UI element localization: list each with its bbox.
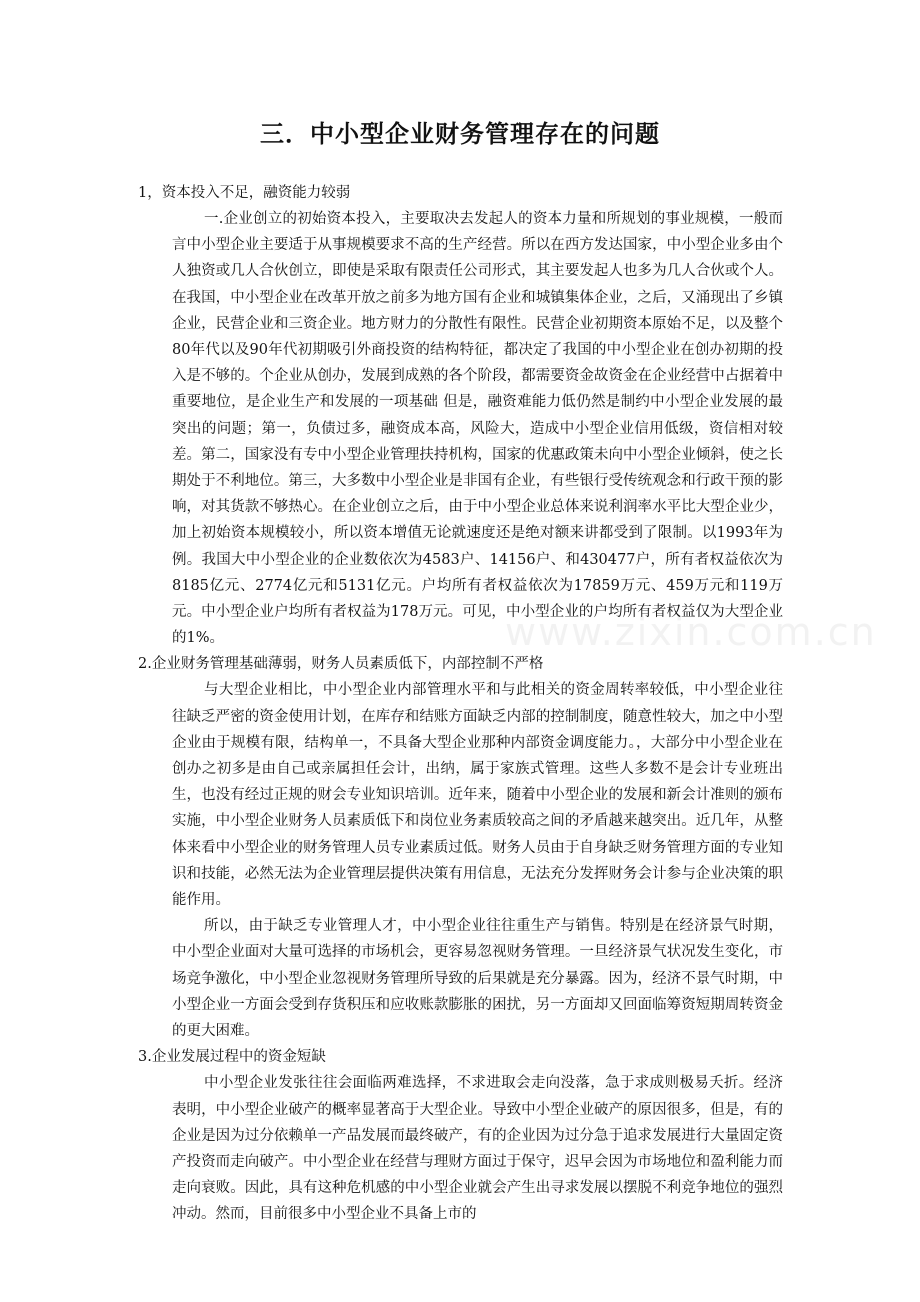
section-1 (138, 180, 783, 651)
section-3 (138, 1044, 783, 1227)
watermark: www.zixin.com.cn (505, 610, 877, 654)
document-body (138, 180, 783, 1228)
section-heading: 2.企业财务管理基础薄弱，财务人员素质低下，内部控制不严格 (138, 656, 544, 673)
paragraph: 一.企业创立的初始资本投入，主要取决去发起人的资本力量和所规划的事业规模，一般而言中小型企业主要适于从事规模要求不高的生产经营。所以在西方发达国家，中小型企业多由个人独资或几人合伙创立，即使是采取有限责任公司形式，其主要发起人也多为几人合伙或个人。在我国，中小型企业在改革开放之前多为地方国有企业和城镇集体企业，之后，又涌现出了乡镇企业，民营企业和三资企业。地方财力的分散性有限性。民营企业初期资本原始不足，以及整个80年代以及90年代初期吸引外商投资的结构特征，都决定了我国的中小型企业在创办初期的投入是不够的。个企业从创办，发展到成熟的各个阶段，都需要资金故资金在企业经营中占据着中重要地位，是企业生产和发展的一项基础 但是，融资难能力低仍然是制约中小型企业发展的最突出的问题；第一，负债过多，融资成本高，风险大，造成中小型企业信用低级，资信相对较差。第二，国家没有专中小型企业管理扶持机构，国家的优惠政策未向中小型企业倾斜，使之长期处于不利地位。第三，大多数中小型企业是非国有企业，有些银行受传统观念和行政干预的影响，对其货款不够热心。在企业创立之后，由于中小型企业总体来说利润率水平比大型企业少，加上初始资本规模较小，所以资本增值无论就速度还是绝对额来讲都受到了限制。以1993年为例。我国大中小型企业的企业数依次为4583户、14156户、和430477户，所有者权益依次为8185亿元、2774亿元和5131亿元。户均所有者权益依次为17859万元、459万元和119万元。中小型企业户均所有者权益为178万元。可见，中小型企业的户均所有者权益仅为大型企业的1%。 (172, 211, 783, 647)
paragraph: 与大型企业相比，中小型企业内部管理水平和与此相关的资金周转率较低，中小型企业往往缺乏严密的资金使用计划，在库存和结账方面缺乏内部的控制制度，随意性较大，加之中小型企业由于规模有限，结构单一，不具备大型企业那种内部资金调度能力。，大部分中小型企业在创办之初多是由自己或亲属担任会计，出纳，属于家族式管理。这些人多数不是会计专业班出生，也没有经过正规的财会专业知识培训。近年来，随着中小型企业的发展和新会计准则的颁布实施，中小型企业财务人员素质低下和岗位业务素质较高之间的矛盾越来越突出。近几年，从整体来看中小型企业的财务管理人员专业素质过低。财务人员由于自身缺乏财务管理方面的专业知识和技能，必然无法为企业管理层提供决策有用信息，无法充分发挥财务会计参与企业决策的职能作用。 (172, 682, 783, 909)
page-title: 三．中小型企业财务管理存在的问题 (260, 120, 660, 148)
paragraph: 中小型企业发张往往会面临两难选择，不求进取会走向没落，急于求成则极易夭折。经济表明，中小型企业破产的概率显著高于大型企业。导致中小型企业破产的原因很多，但是，有的企业是因为过分依赖单一产品发展而最终破产，有的企业因为过分急于追求发展进行大量固定资产投资而走向破产。中小型企业在经营与理财方面过于保守，迟早会因为市场地位和盈利能力而走向衰败。因此，具有这种危机感的中小型企业就会产生出寻求发展以摆脱不利竞争地位的强烈冲动。然而，目前很多中小型企业不具备上市的 (172, 1075, 783, 1223)
section-heading: 3.企业发展过程中的资金短缺 (138, 1049, 326, 1066)
paragraph: 所以，由于缺乏专业管理人才，中小型企业往往重生产与销售。特别是在经济景气时期，中小型企业面对大量可选择的市场机会，更容易忽视财务管理。一旦经济景气状况发生变化，市场竞争激化，中小型企业忽视财务管理所导致的后果就是充分暴露。因为，经济不景气时期，中小型企业一方面会受到存货积压和应收账款膨胀的困扰，另一方面却又回面临筹资短期周转资金的更大困难。 (172, 918, 783, 1040)
section-2 (138, 651, 783, 1044)
section-heading: 1，资本投入不足，融资能力较弱 (138, 185, 351, 201)
